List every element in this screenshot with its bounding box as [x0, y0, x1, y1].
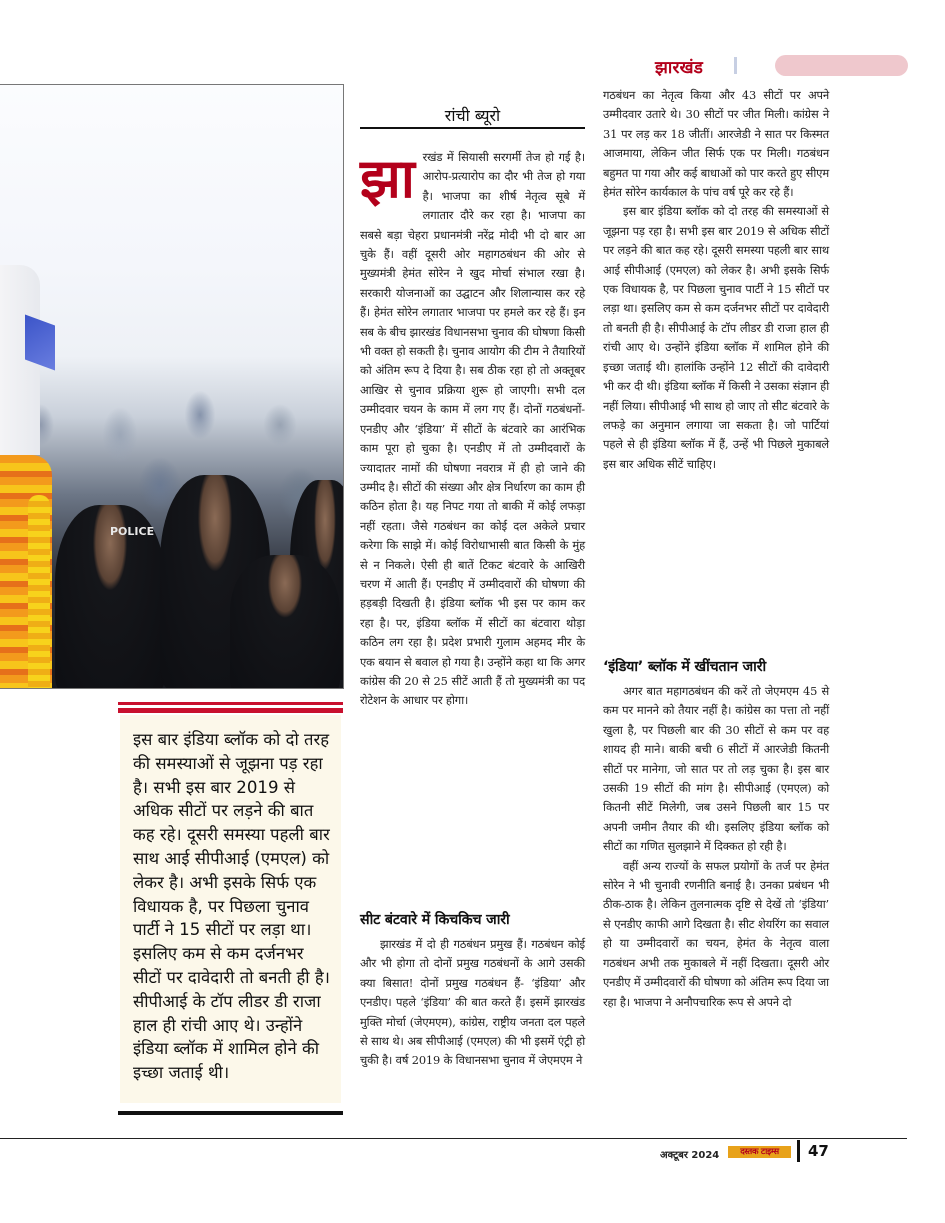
byline: रांची ब्यूरो [444, 106, 501, 125]
pull-quote-bottom-rule [118, 1111, 343, 1115]
article-paragraph: झारखंड में दो ही गठबंधन प्रमुख हैं। गठबंधन कोई और भी होगा तो दोनों प्रमुख गठबंधनों के आगे उसकी क्या बिसात! दोनों प्रमुख गठबंधन हैं- ‘इंडिया’ और एनडीए। पहले ‘इंडिया’ की बात करते हैं। इसमें झारखंड मुक्ति मोर्चा (जेएमएम), कांग्रेस, राष्ट्रीय जनता दल पहले से साथ थे। अब सीपीआई (एमएल) की भी इसमें एंट्री हो चुकी है। वर्ष 2019 के विधानसभा चुनाव में जेएमएम ने [360, 937, 585, 1068]
subheading: सीट बंटवारे में किचकिच जारी [360, 912, 510, 928]
pull-quote-top-rule [118, 702, 343, 705]
pull-quote-top-rule [118, 708, 343, 713]
photo-marigold-garland [28, 495, 50, 689]
photo-security-guard [230, 555, 340, 689]
footer-rule [0, 1138, 907, 1139]
dropcap: झा [360, 147, 415, 210]
publication-logo: दस्तक टाइम्स [728, 1146, 791, 1158]
article-photo [0, 84, 344, 689]
header-separator [734, 57, 737, 74]
article-paragraph: गठबंधन का नेतृत्व किया और 43 सीटों पर अपने उम्मीदवार उतारे थे। 30 सीटों पर जीत मिली। कांग्रेस ने 31 पर लड़ कर 18 जीतीं। आरजेडी ने सात पर किस्मत आजमाया, लेकिन जीत सिर्फ एक पर मिली। गठबंधन बहुमत पा गया और कई बाधाओं को पार करते हुए सीएम हेमंत सोरेन कार्यकाल के पांच वर्ष पूरे कर रहे हैं। [603, 88, 829, 200]
page-number: 47 [808, 1142, 829, 1160]
pull-quote-text: इस बार इंडिया ब्लॉक को दो तरह की समस्याओं से जूझना पड़ रहा है। सभी इस बार 2019 से अधिक सीटों पर लड़ने की बात कह रहे। दूसरी समस्या पहली बार साथ आई सीपीआई (एमएल) को लेकर है। अभी इसके सिर्फ एक विधायक है, पर पिछला चुनाव पार्टी ने 15 सीटों पर लड़ा था। इसलिए कम से कम दर्जनभर सीटों पर दावेदारी तो बनती ही है। सीपीआई के टॉप लीडर डी राजा हाल ही रांची आए थे। उन्होंने इंडिया ब्लॉक में शामिल होने की इच्छा जताई थी। [133, 730, 330, 1083]
footer-date: अक्टूबर 2024 [660, 1150, 720, 1161]
header-decorative-pill [775, 55, 908, 76]
photo-police-label: POLICE [110, 525, 155, 538]
article-paragraph: अगर बात महागठबंधन की करें तो जेएमएम 45 से कम पर मानने को तैयार नहीं है। कांग्रेस का पत्ता तो नहीं खुला है, पर पिछली बार की 30 सीटों से कम पर वह शायद ही माने। बाकी बची 6 सीटों में आरजेडी कितनी सीटों पर मानेगा, जो सात पर तो लड़ चुका है। इस बार उसकी 19 सीटों की मांग है। सीपीआई (एमएल) को कितनी सीटें मिलेगी, जब उसने पिछली बार 15 पर अपनी जमीन तैयार की थी। इसलिए इंडिया ब्लॉक को सीटों का गणित सुलझाने में दिक्कत हो रही है। [603, 684, 829, 854]
section-label: झारखंड [655, 58, 704, 78]
article-column-middle [360, 148, 585, 711]
footer-separator [797, 1140, 800, 1162]
byline-rule [360, 127, 585, 129]
paragraph-text: रखंड में सियासी सरगर्मी तेज हो गई है। आरोप-प्रत्यारोप का दौर भी तेज हो गया है। भाजपा का शीर्ष नेतृत्व सूबे में लगातार दौरे कर रहा है। भाजपा का सबसे बड़ा चेहरा प्रधानमंत्री नरेंद्र मोदी भी दो बार आ चुके हैं। वहीं दूसरी ओर महागठबंधन की ओर से मुख्यमंत्री हेमंत सोरेन ने खुद मोर्चा संभाल रखा है। सरकारी योजनाओं का उद्घाटन और शिलान्यास कर रहे हैं। हेमंत सोरेन लगातार भाजपा पर हमले कर रहे हैं। इन सब के बीच झारखंड विधानसभा चुनाव की घोषणा किसी भी वक्त हो सकती है। चुनाव आयोग की टीम ने तैयारियों को अंतिम रूप दे दिया है। सब ठीक रहा हो तो अक्तूबर आखिर से चुनाव प्रक्रिया शुरू हो जाएगी। सभी दल उम्मीदवार चयन के काम में लग गए हैं। दोनों गठबंधनों- एनडीए और ‘इंडिया’ में सीटों के बंटवारे का आरंभिक काम पूरा हो चुका है। एनडीए में तो उम्मीदवारों के ज्यादातर नामों की घोषणा नवरात्र में ही हो जाने की उम्मीद है। सीटों की संख्या और क्षेत्र निर्धारण का काम ही कठिन होता है। यह निपट गया तो बाकी में कोई लफड़ा नहीं रहता। जैसे गठबंधन का कोई दल अकेले प्रचार करेगा कि साझे में। कोई विरोधाभासी बात किसी के मुंह से न निकले। ऐसी ही बातें टिकट बंटवारे के आखिरी चरण में आती हैं। एनडीए में उम्मीदवारों की घोषणा की हड़बड़ी दिखती है। इंडिया ब्लॉक भी इस पर काम कर रहा है। पर, इंडिया ब्लॉक में सीटों का बंटवारा थोड़ा कठिन लग रहा है। प्रदेश प्रभारी गुलाम अहमद मीर के एक बयान से बवाल हो गया है। उन्होंने कहा था कि अगर कांग्रेस की 20 से 25 सीटें आती हैं तो मुख्यमंत्री का पद रोटेशन के आधार पर होगा। [360, 150, 585, 708]
article-section-middle-lower [360, 903, 585, 1071]
article-column-right [603, 86, 829, 474]
article-paragraph: वहीं अन्य राज्यों के सफल प्रयोगों के तर्ज पर हेमंत सोरेन ने भी चुनावी रणनीति बनाई है। उनका प्रबंधन भी ठीक-ठाक है। लेकिन तुलनात्मक दृष्टि से देखें तो ‘इंडिया’ से एनडीए काफी आगे दिखता है। सीट शेयरिंग का सवाल हो या उम्मीदवारों का चयन, हेमंत के नेतृत्व वाला गठबंधन अभी तक मुकाबले में नहीं दिखता। दूसरी ओर एनडीए में उम्मीदवारों की घोषणा को अंतिम रूप दिया जा रहा है। भाजपा ने अनौपचारिक रूप से अपने दो [603, 858, 829, 1009]
article-paragraph: इस बार इंडिया ब्लॉक को दो तरह की समस्याओं से जूझना पड़ रहा है। सभी इस बार 2019 से अधिक सीटों पर लड़ने की बात कह रहे। दूसरी समस्या पहली बार साथ आई सीपीआई (एमएल) को लेकर है। अभी इसके सिर्फ एक विधायक है, पर पिछला चुनाव पार्टी ने 15 सीटों पर लड़ा था। इसलिए कम से कम दर्जनभर सीटों पर दावेदारी तो बनती ही है। सीपीआई के टॉप लीडर डी राजा हाल ही रांची आए थे। उन्होंने इंडिया ब्लॉक में शामिल होने की इच्छा जताई थी। हालांकि उन्होंने 12 सीटों की दावेदारी भी कर दी थी। इंडिया ब्लॉक में किसी ने उसका संज्ञान ही नहीं लिया। सीपीआई भी साथ हो जाए तो सीट बंटवारे के लफड़े का अनुमान लगाया जा सकता है। जो पार्टियां पहले से ही इंडिया ब्लॉक में हैं, उन्हें भी पिछले मुकाबले इस बार अधिक सीटें चाहिए। [603, 204, 829, 471]
article-section-right-lower [603, 650, 829, 1012]
subheading: ‘इंडिया’ ब्लॉक में खींचतान जारी [603, 659, 767, 675]
article-paragraph [360, 148, 585, 711]
